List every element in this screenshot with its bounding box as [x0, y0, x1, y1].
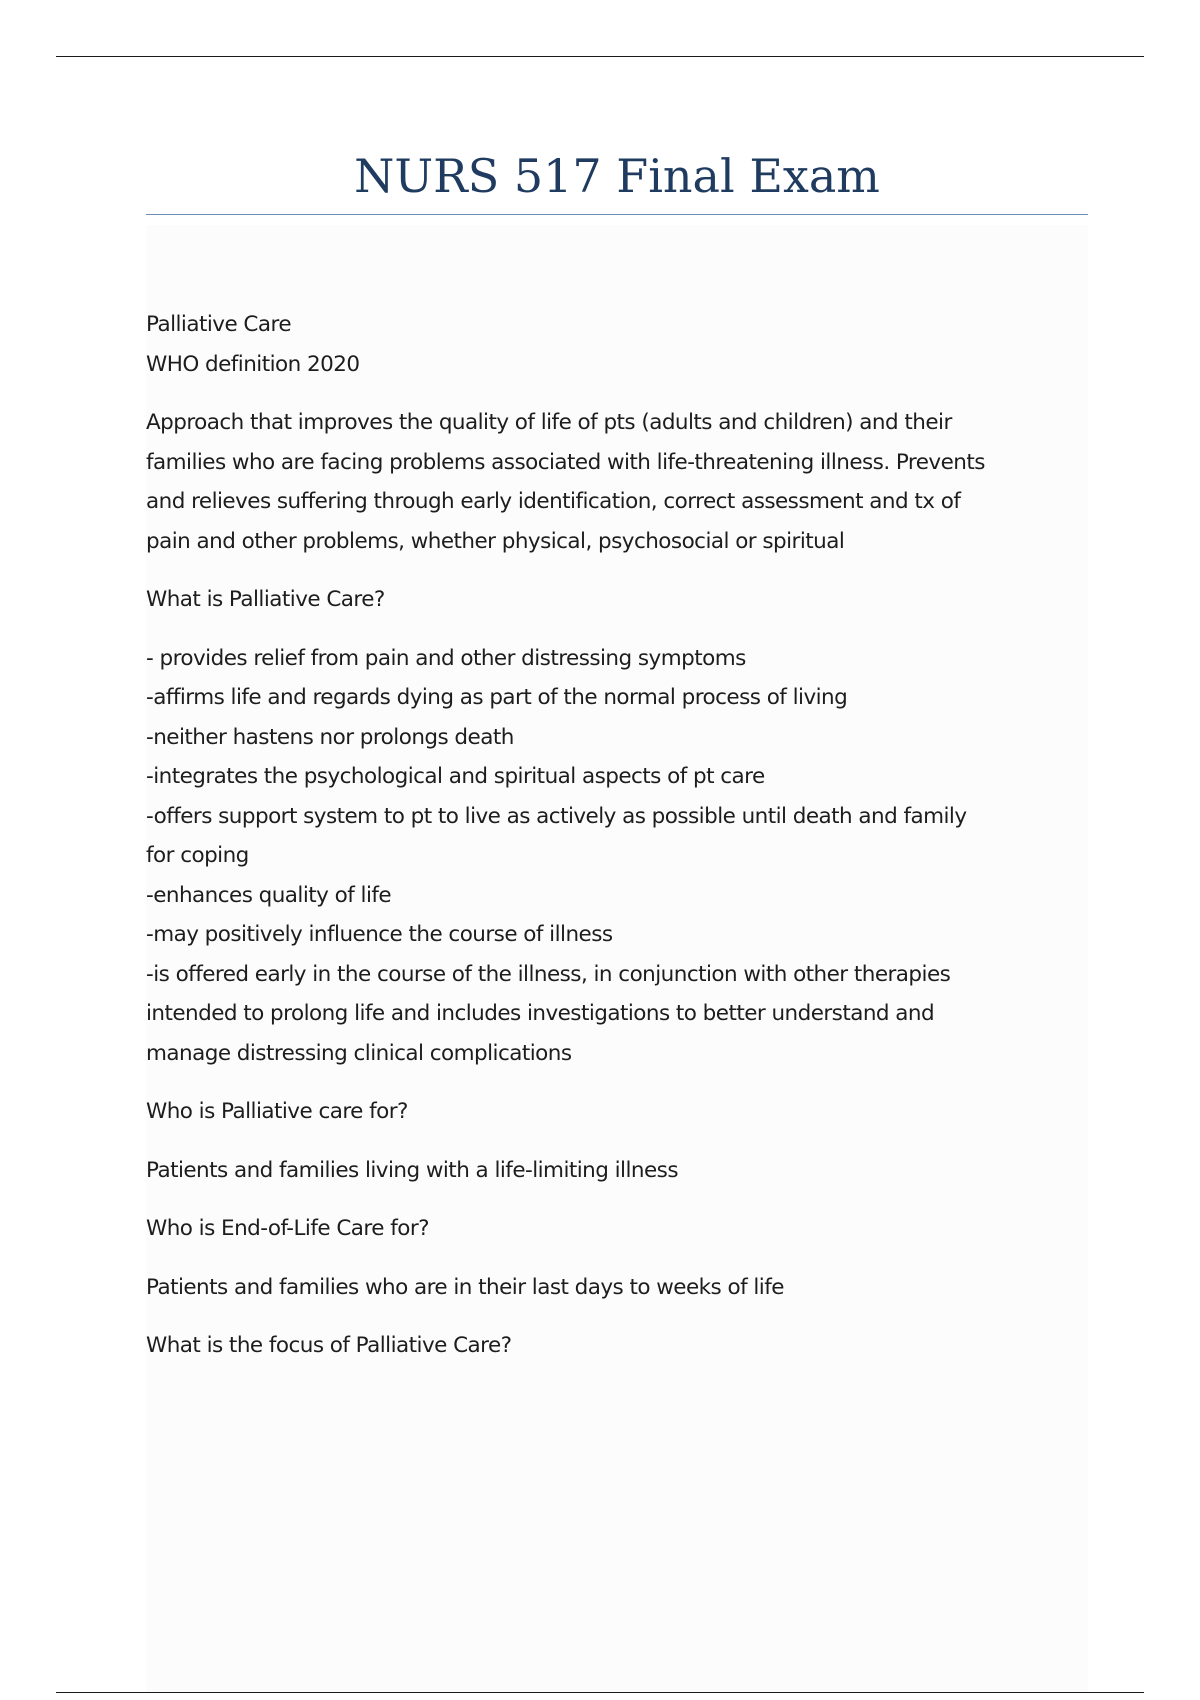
text-line: -may positively influence the course of illness: [146, 922, 613, 947]
text-line: -is offered early in the course of the illness, in conjunction with other therapies: [146, 961, 951, 987]
text-block: [146, 305, 1088, 384]
text-line: Approach that improves the quality of life of pts (adults and children) and their: [146, 410, 952, 435]
title-underline: [146, 214, 1088, 215]
text-block: [146, 1268, 1088, 1308]
text-line: -affirms life and regards dying as part of the normal process of living: [146, 685, 848, 710]
text-block: [146, 1151, 1088, 1191]
text-line: -enhances quality of life: [146, 882, 392, 908]
text-line: Patients and families living with a life-limiting illness: [146, 1157, 678, 1183]
text-line: Who is End-of-Life Care for?: [146, 1216, 429, 1241]
text-line: What is the focus of Palliative Care?: [146, 1333, 512, 1358]
text-line: -offers support system to pt to live as actively as possible until death and family: [146, 803, 967, 829]
document-content: [146, 305, 1088, 1385]
document-title: NURS 517 Final Exam: [354, 149, 880, 203]
text-block: [146, 639, 1088, 1074]
text-line: pain and other problems, whether physical, psychosocial or spiritual: [146, 528, 845, 554]
text-line: -integrates the psychological and spiritual aspects of pt care: [146, 764, 765, 789]
page-top-rule: [56, 56, 1144, 57]
text-line: and relieves suffering through early identification, correct assessment and tx of: [146, 489, 961, 514]
text-line: Who is Palliative care for?: [146, 1099, 408, 1124]
text-block: [146, 1326, 1088, 1366]
text-line: What is Palliative Care?: [146, 587, 385, 612]
text-block: [146, 580, 1088, 620]
text-line: WHO definition 2020: [146, 351, 360, 377]
text-line: Palliative Care: [146, 312, 291, 337]
text-line: families who are facing problems associated with life-threatening illness. Prevents: [146, 449, 985, 475]
text-block: [146, 1209, 1088, 1249]
text-line: for coping: [146, 843, 249, 868]
text-block: [146, 1092, 1088, 1132]
text-line: intended to prolong life and includes investigations to better understand and: [146, 1001, 935, 1026]
page-bottom-rule: [56, 1692, 1144, 1693]
text-block: [146, 403, 1088, 561]
text-line: - provides relief from pain and other distressing symptoms: [146, 645, 746, 671]
text-line: Patients and families who are in their last days to weeks of life: [146, 1274, 784, 1300]
text-line: -neither hastens nor prolongs death: [146, 724, 514, 750]
text-line: manage distressing clinical complications: [146, 1040, 572, 1066]
